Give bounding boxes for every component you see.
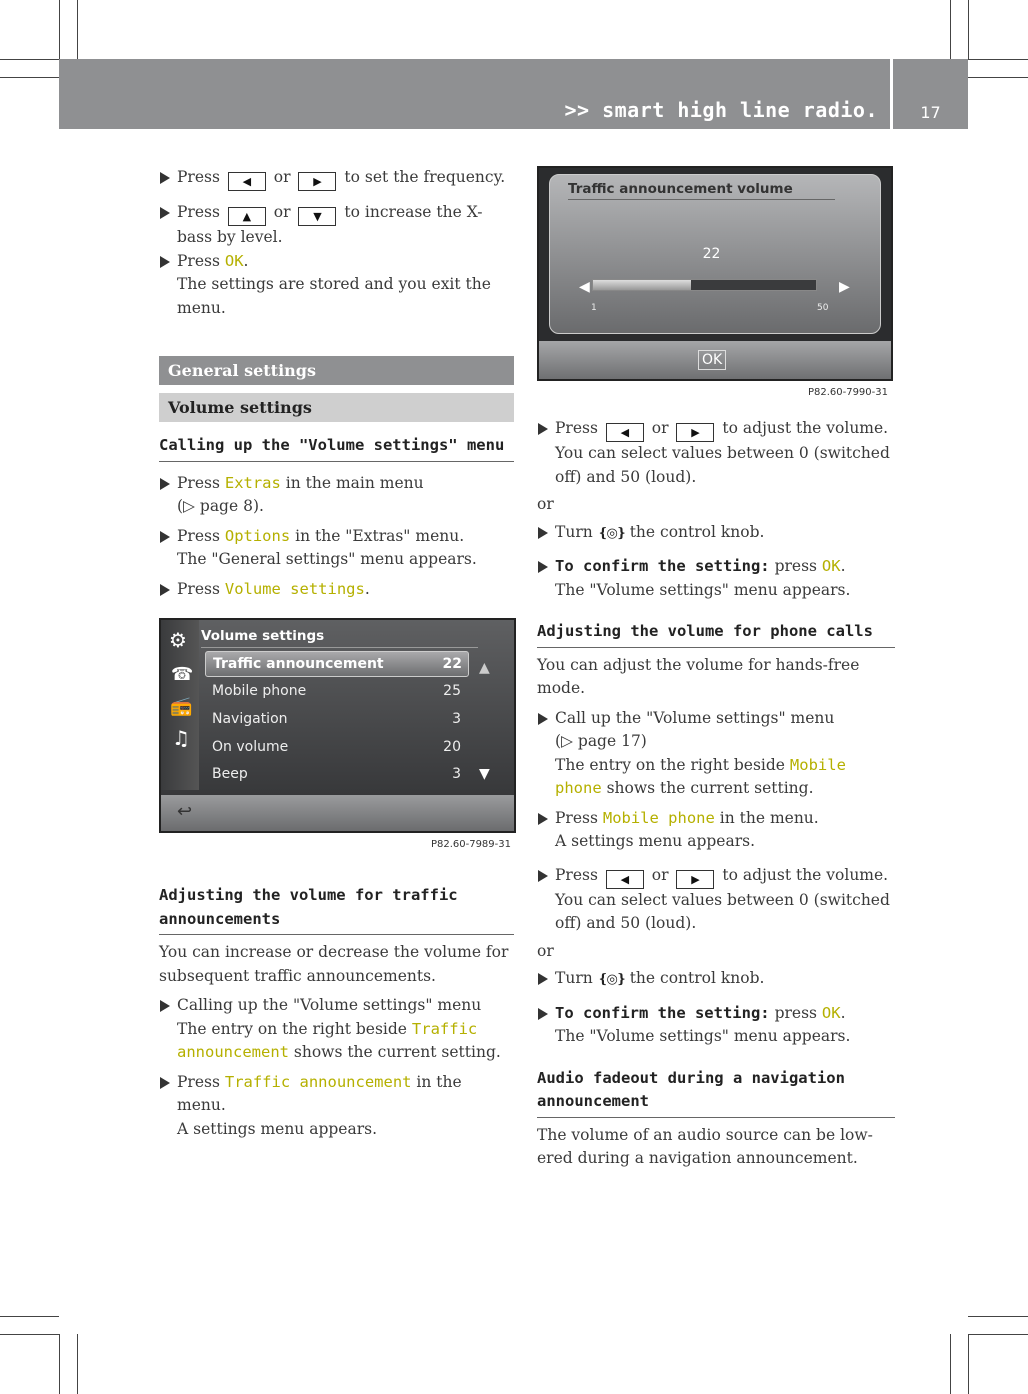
step-xbass: Press ▲ or ▼ to increase the X- bass by level. <box>159 201 514 250</box>
left-column-lower <box>159 884 514 1141</box>
step-set-frequency: Press ◀ or ▶ to set the frequency. <box>159 166 514 191</box>
step-press-volume-settings: Press Volume settings. <box>159 578 514 602</box>
crop-mark <box>0 1316 59 1317</box>
crop-mark <box>77 1334 78 1394</box>
music-note-icon: ♫ <box>172 726 190 750</box>
figure-caption: P82.60-7989-31 <box>430 839 511 850</box>
crop-mark <box>950 0 951 59</box>
menu-row-on-volume[interactable]: On volume 20 <box>212 739 461 755</box>
crop-mark <box>968 59 1028 60</box>
paragraph-phone: You can adjust the volume for hands-free mode. <box>537 655 860 697</box>
crop-mark <box>59 1334 60 1394</box>
crop-mark <box>0 1334 59 1335</box>
step-call-volume-menu: Calling up the "Volume settings" menu The entry on the right beside Traffic announcement shows the current setting. <box>159 994 514 1065</box>
section-general-settings: General settings <box>159 356 514 385</box>
left-arrow-key-icon: ◀ <box>228 172 266 191</box>
right-column <box>537 417 895 1171</box>
screen-title: Volume settings <box>201 628 325 644</box>
scroll-up-icon[interactable]: ▲ <box>479 660 490 676</box>
menu-row-beep[interactable]: Beep 3 <box>212 766 461 782</box>
section-volume-settings: Volume settings <box>159 393 514 422</box>
step-press-options: Press Options in the "Extras" menu. The "General settings" menu appears. <box>159 525 514 572</box>
crop-mark <box>0 59 59 60</box>
left-column <box>159 166 514 601</box>
ok-button[interactable]: OK <box>698 350 726 370</box>
step-press-extras: Press Extras in the main menu (▷ page 8). <box>159 472 514 519</box>
step-turn-knob: Turn ❴◎❵ the control knob. <box>537 521 895 546</box>
settings-gear-icon: ⚙ <box>169 628 187 652</box>
crop-mark <box>77 0 78 59</box>
step-confirm: To confirm the setting: press OK. The "Volume settings" menu appears. <box>537 1002 895 1049</box>
control-knob-icon: ❴◎❵ <box>597 525 625 541</box>
step-turn-knob: Turn ❴◎❵ the control knob. <box>537 967 895 992</box>
volume-settings-screen <box>159 618 516 833</box>
menu-row-navigation[interactable]: Navigation 3 <box>212 711 461 727</box>
back-arrow-icon[interactable]: ↩ <box>177 801 193 822</box>
down-arrow-key-icon: ▼ <box>298 207 336 226</box>
traffic-volume-screen <box>537 166 893 381</box>
step-press-traffic-announcement: Press Traffic announcement in the menu. A settings menu appears. <box>159 1071 514 1142</box>
slider-min-label: 1 <box>591 303 597 313</box>
step-adjust-volume: Press ◀ or ▶ to adjust the volume. You can select values between 0 (switched off) and 50 (loud). <box>537 864 895 936</box>
right-arrow-key-icon: ▶ <box>298 172 336 191</box>
paragraph-audio-fadeout: The volume of an audio source can be low- ered during a navigation announcement. <box>537 1125 873 1167</box>
ok-softkey: OK <box>224 251 244 270</box>
right-arrow-key-icon: ▶ <box>676 423 714 442</box>
or-text: or <box>537 941 554 960</box>
crop-mark <box>59 0 60 59</box>
scroll-down-icon[interactable]: ▼ <box>479 766 490 782</box>
crop-mark <box>950 1334 951 1394</box>
heading-calling-volume-menu: Calling up the "Volume settings" menu <box>159 434 514 462</box>
or-text: or <box>537 495 554 513</box>
crop-mark <box>0 77 59 78</box>
paragraph-traffic: You can increase or decrease the volume for subsequent traffic announcements. <box>159 943 509 985</box>
volume-slider-fill <box>593 280 691 290</box>
step-confirm: To confirm the setting: press OK. The "Volume settings" menu appears. <box>537 555 895 602</box>
control-knob-icon: ❴◎❵ <box>597 972 625 987</box>
heading-phone-volume: Adjusting the volume for phone calls <box>537 620 895 648</box>
crop-mark <box>968 1334 1028 1335</box>
figure-caption: P82.60-7990-31 <box>807 387 888 398</box>
left-arrow-key-icon: ◀ <box>606 870 644 889</box>
page-number: 17 <box>920 103 941 122</box>
increase-arrow-icon[interactable]: ▶ <box>839 279 850 295</box>
up-arrow-key-icon: ▲ <box>228 207 266 226</box>
header-title: >> smart high line radio. <box>564 98 878 122</box>
volume-value: 22 <box>702 246 721 262</box>
screen-bottom-bar <box>161 795 514 831</box>
menu-row-traffic-announcement[interactable]: Traffic announcement 22 <box>205 651 469 677</box>
heading-traffic-volume: Adjusting the volume for traffic announcements <box>159 884 514 935</box>
menu-row-mobile-phone[interactable]: Mobile phone 25 <box>212 683 461 699</box>
slider-max-label: 50 <box>817 303 829 313</box>
crop-mark <box>968 0 969 59</box>
radio-icon: 📻 <box>170 696 193 717</box>
right-arrow-key-icon: ▶ <box>676 870 714 889</box>
crop-mark <box>968 1334 969 1394</box>
step-call-volume-menu: Call up the "Volume settings" menu (▷ page 17) The entry on the right beside Mobile phone shows the current setting. <box>537 707 895 801</box>
step-press-ok: Press OK. The settings are stored and you exit the menu. <box>159 250 514 321</box>
volume-slider[interactable] <box>592 279 817 291</box>
crop-mark <box>968 1316 1028 1317</box>
step-press-mobile-phone: Press Mobile phone in the menu. A settings menu appears. <box>537 807 895 854</box>
crop-mark <box>968 77 1028 78</box>
left-arrow-key-icon: ◀ <box>606 423 644 442</box>
step-adjust-volume: Press ◀ or ▶ to adjust the volume. You can select values between 0 (switched off) and 50 (loud). <box>537 417 895 489</box>
heading-audio-fadeout: Audio fadeout during a navigation announcement <box>537 1067 895 1118</box>
decrease-arrow-icon[interactable]: ◀ <box>579 279 590 295</box>
screen-title: Traffic announcement volume <box>568 181 793 197</box>
phone-icon: ☎ <box>171 664 194 685</box>
screen-bottom-bar <box>539 341 891 379</box>
